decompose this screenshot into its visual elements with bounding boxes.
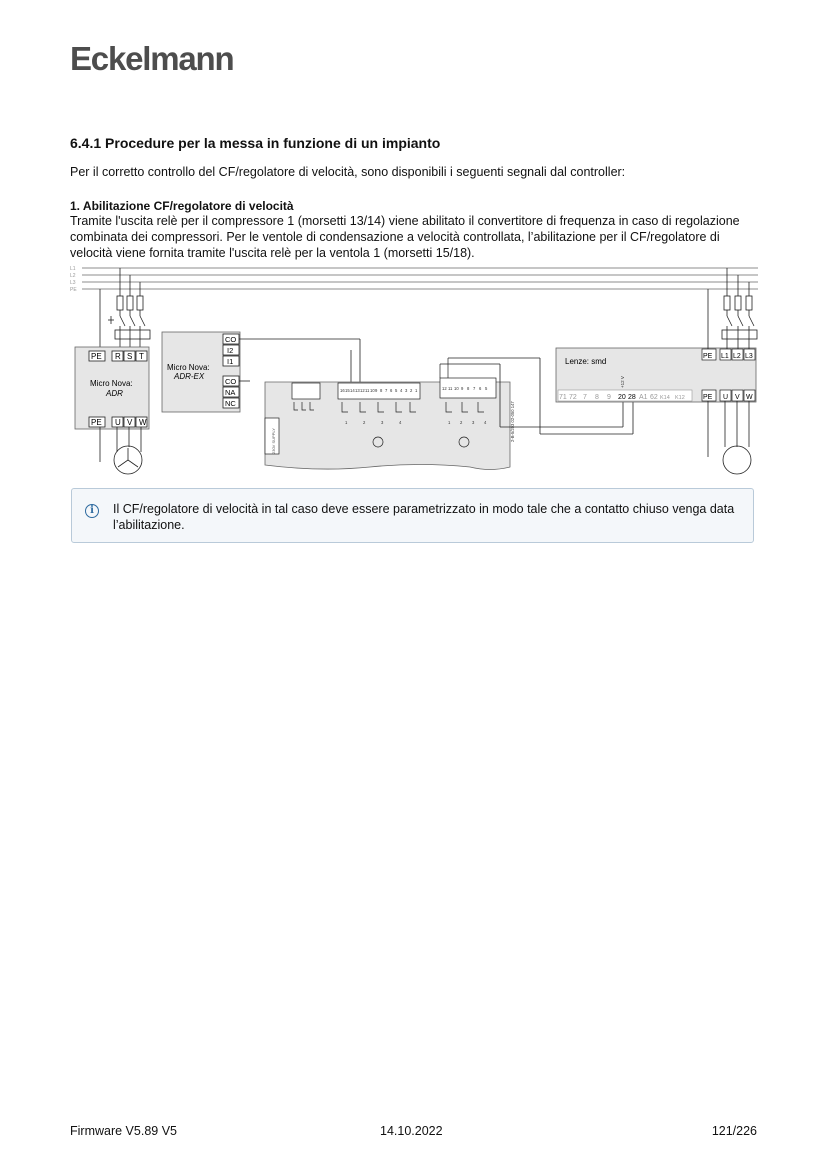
lenze-motor-w: W: [746, 394, 753, 401]
intro-text: Per il corretto controllo del CF/regolatore di velocità, sono disponibili i seguenti segnali dal controller:: [70, 165, 626, 179]
ctrl-terminal-8: 8: [380, 388, 383, 393]
left-fuses: [100, 268, 150, 352]
adr-terminal-u: U: [115, 418, 121, 427]
ctrl-right-5: 5: [485, 386, 488, 391]
adr-ex-terminal-co2: CO: [225, 377, 237, 386]
ctrl-right-11: 11: [448, 386, 453, 391]
adr-terminal-pe: PE: [91, 352, 102, 361]
info-icon: i: [85, 504, 99, 518]
relay-mark-2: 2: [363, 420, 366, 425]
adr-ex-terminal-i1: I1: [227, 357, 234, 366]
lenze-motor-u: U: [723, 394, 729, 401]
ctrl-terminal-11: 11: [365, 388, 370, 393]
adr-name-line1: Micro Nova:: [90, 379, 133, 388]
lenze-term-8: 8: [595, 394, 599, 401]
ctrl-right-8: 8: [467, 386, 470, 391]
lenze-voltage: +12 V: [620, 376, 625, 388]
ctrl-terminal-1: 1: [415, 388, 418, 393]
ctrl-terminal-9: 9: [375, 388, 378, 393]
relay-mark-5: 1: [448, 420, 451, 425]
ctrl-terminal-13: 13: [355, 388, 360, 393]
lenze-term-62: 62: [650, 394, 658, 401]
ctrl-right-9: 9: [461, 386, 464, 391]
lenze-term-71: 71: [559, 394, 567, 401]
ctrl-right-10: 10: [454, 386, 459, 391]
ctrl-terminal-5: 5: [395, 388, 398, 393]
relay-mark-7: 3: [472, 420, 475, 425]
ctrl-terminal-4: 4: [400, 388, 403, 393]
ctrl-right-6: 6: [479, 386, 482, 391]
ctrl-right-12: 12: [442, 386, 447, 391]
body-paragraph: Tramite l'uscita relè per il compressore 1 (morsetti 13/14) viene abilitato il convertitore di frequenza in caso di regolazione combinata dei compressori. Per le ventole di condensazione a velocità controllata, l’abilitazione per il CF/regolatore di velocità viene fornita tramite l'uscita relè per la ventola 1 (morsetti 15/18).: [70, 214, 740, 260]
lenze-label: Lenze: smd: [565, 357, 607, 366]
micro-nova-adr-ex: [162, 332, 240, 412]
lenze-motor-pe: PE: [703, 394, 713, 401]
bus-label-l2: L2: [70, 273, 76, 279]
adr-ex-terminal-nc: NC: [225, 399, 236, 408]
info-note-text: Il CF/regolatore di velocità in tal caso deve essere parametrizzato in modo tale che a contatto chiuso venga data l’abilitazione.: [113, 502, 735, 532]
ctrl-terminal-14: 14: [350, 388, 355, 393]
adr-terminal-pe-bottom: PE: [91, 418, 102, 427]
lenze-term-72: 72: [569, 394, 577, 401]
bus-label-pe: PE: [70, 287, 77, 293]
lenze-top-l2: L2: [733, 353, 741, 360]
adr-terminal-r: R: [115, 352, 121, 361]
ctrl-terminal-7: 7: [385, 388, 388, 393]
adr-terminal-s: S: [127, 352, 133, 361]
relay-mark-4: 4: [399, 420, 402, 425]
footer-firmware: Firmware V5.89 V5: [70, 1124, 177, 1138]
footer-page: 121/226: [711, 1124, 757, 1138]
lenze-top-pe: PE: [703, 353, 713, 360]
lenze-term-7: 7: [583, 394, 587, 401]
adr-terminal-t: T: [139, 352, 144, 361]
fan-motor-left: [100, 427, 142, 474]
adr-terminal-w: W: [139, 418, 147, 427]
subsection-title: 1. Abilitazione CF/regolatore di velocità: [70, 199, 294, 213]
bus-label-l3: L3: [70, 280, 76, 286]
board-code: 2-B-5/203 02-050 147: [510, 401, 515, 442]
ctrl-right-7: 7: [473, 386, 476, 391]
lenze-top-l3: L3: [745, 353, 753, 360]
section-title: 6.4.1 Procedure per la messa in funzione di un impianto: [70, 135, 441, 151]
lenze-motor-v: V: [735, 394, 740, 401]
relay-mark-3: 3: [381, 420, 384, 425]
wiring-diagram: [70, 262, 760, 480]
adr-terminal-v: V: [127, 418, 133, 427]
lenze-term-k12: K12: [675, 395, 685, 401]
ctrl-terminal-10: 10: [370, 388, 375, 393]
lenze-term-9: 9: [607, 394, 611, 401]
controller-board: [265, 358, 540, 470]
adr-ex-terminal-na: NA: [225, 388, 236, 397]
lenze-term-20: 20: [618, 394, 626, 401]
ctrl-terminal-12: 12: [360, 388, 365, 393]
ctrl-terminal-15: 15: [345, 388, 350, 393]
relay-mark-1: 1: [345, 420, 348, 425]
lenze-term-k14: K14: [660, 395, 670, 401]
ctrl-terminal-6: 6: [390, 388, 393, 393]
adr-ex-name-line2: ADR-EX: [174, 372, 205, 381]
lenze-term-28: 28: [628, 394, 636, 401]
supply-label: 230V SUPPLY: [271, 428, 276, 454]
info-note: [71, 488, 754, 543]
adr-name-line2: ADR: [106, 389, 123, 398]
footer-date: 14.10.2022: [380, 1124, 443, 1138]
ctrl-terminal-2: 2: [410, 388, 413, 393]
ctrl-terminal-16: 16: [340, 388, 345, 393]
micro-nova-adr: [75, 347, 149, 429]
ctrl-terminal-3: 3: [405, 388, 408, 393]
adr-ex-terminal-i2: I2: [227, 346, 234, 355]
relay-mark-6: 2: [460, 420, 463, 425]
relay-mark-8: 4: [484, 420, 487, 425]
adr-ex-name-line1: Micro Nova:: [167, 363, 210, 372]
adr-ex-terminal-co: CO: [225, 335, 237, 344]
lenze-drive: [556, 348, 756, 402]
bus-label-l1: L1: [70, 266, 76, 272]
lenze-top-l1: L1: [721, 353, 729, 360]
eckelmann-logo: Eckelmann: [70, 40, 234, 77]
lenze-term-a1: A1: [639, 394, 648, 401]
